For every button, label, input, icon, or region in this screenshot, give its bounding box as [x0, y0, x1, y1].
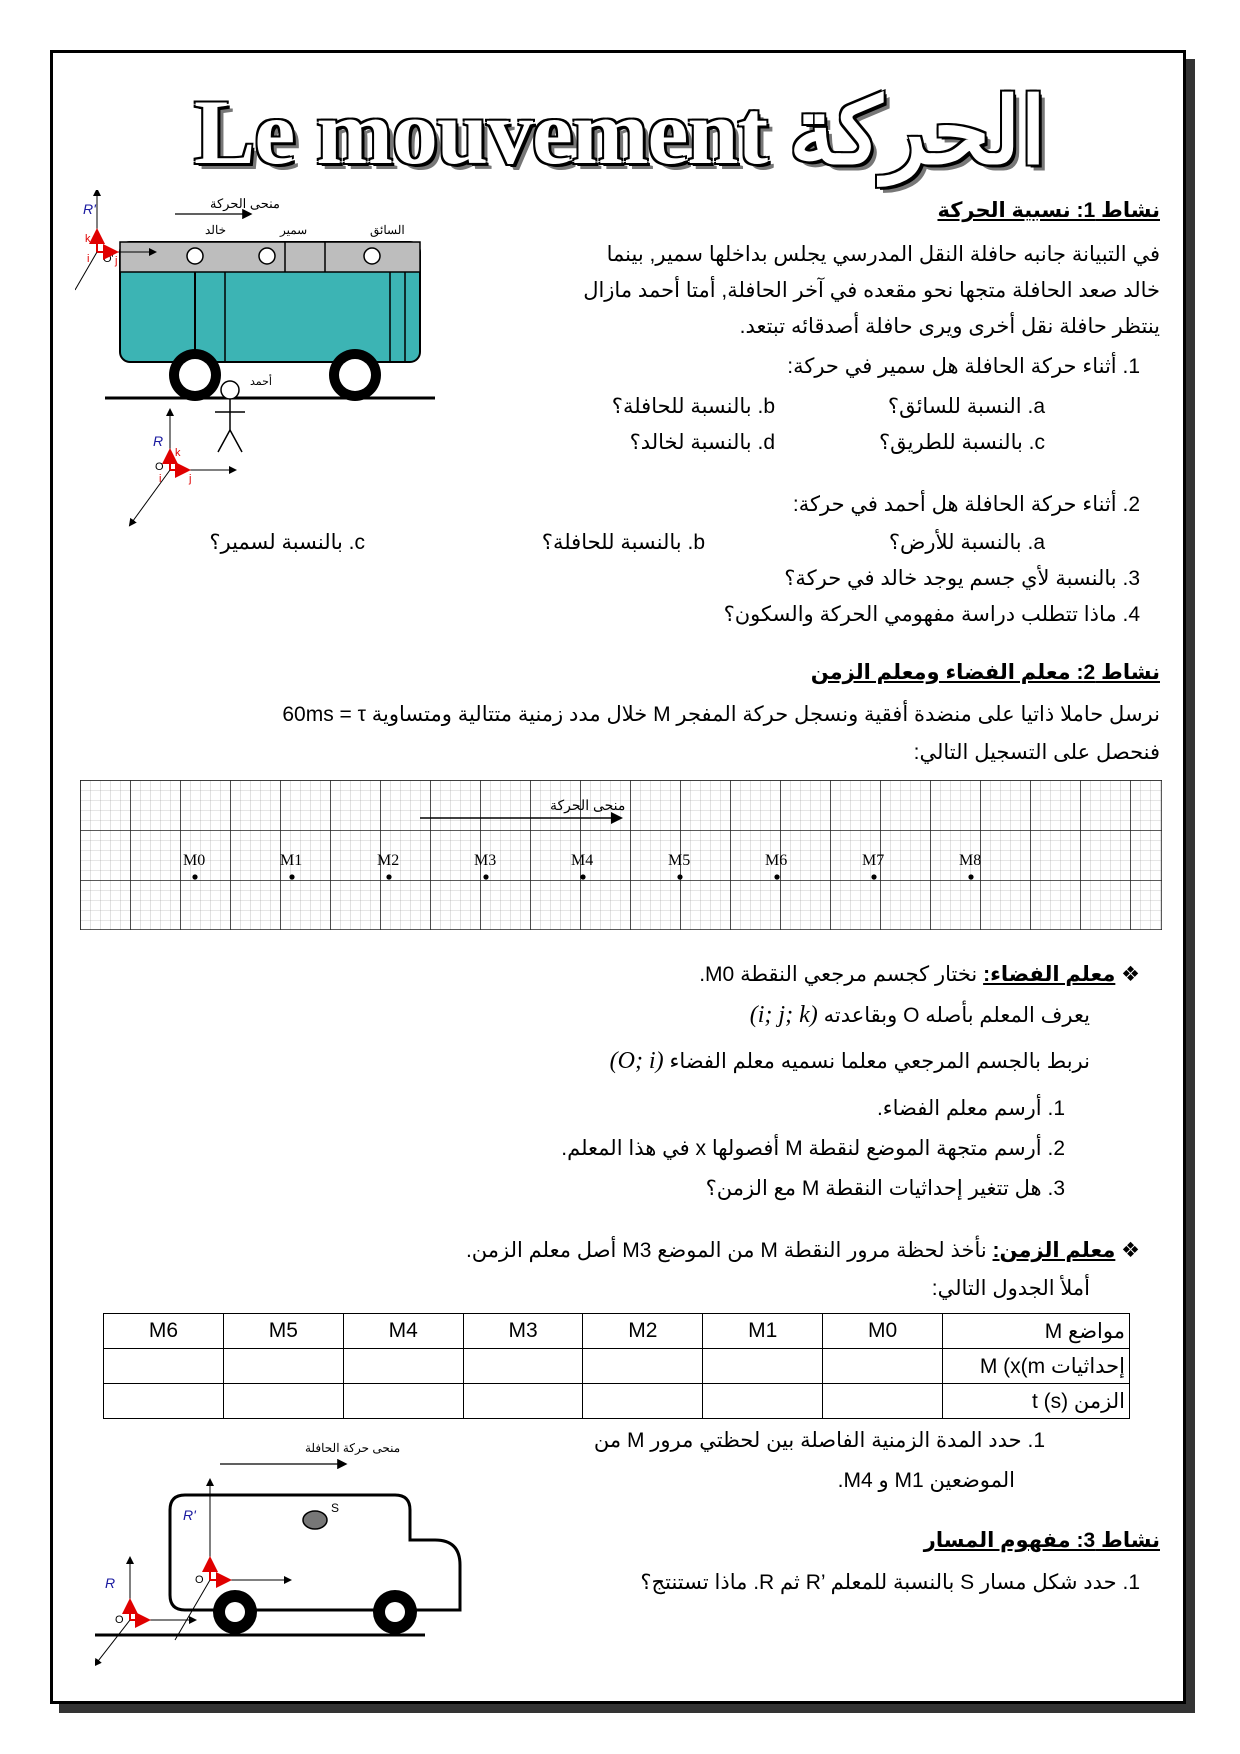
- vec-i-prime: i: [87, 253, 90, 265]
- table-cell: M6: [104, 1314, 224, 1349]
- van-traj-label: منحى حركة الحافلة: [305, 1441, 401, 1455]
- activity1-q2c: c. بالنسبة لسمير؟: [209, 531, 365, 554]
- van-origin-prime: O: [195, 1574, 204, 1586]
- vec-i: i: [159, 473, 162, 485]
- record-point: [289, 874, 294, 879]
- van-figure: [95, 1440, 475, 1670]
- table-cell-empty[interactable]: [223, 1349, 343, 1384]
- activity2-heading: نشاط 2: معلم الفضاء ومعلم الزمن: [810, 661, 1160, 684]
- recording-grid: [80, 780, 1162, 930]
- diamond-bullet-icon: ❖: [1121, 1239, 1140, 1262]
- table-cell: إحداثيات M (x(m: [943, 1349, 1130, 1384]
- ahmed-figure: [215, 381, 245, 452]
- origin-o-prime: O': [103, 253, 114, 265]
- time-fill-instruction: أملأ الجدول التالي:: [931, 1277, 1090, 1300]
- frame-r-prime: R': [83, 201, 96, 217]
- activity1-q1: 1. أثناء حركة الحافلة هل سمير في حركة:: [787, 355, 1140, 378]
- time-frame-label: معلم الزمن:: [992, 1239, 1116, 1262]
- van-frame-r-prime: R': [183, 1507, 196, 1523]
- activity3-q1: 1. حدد شكل مسار S بالنسبة للمعلم ’R ثم R. ماذا تستنتج؟: [640, 1571, 1140, 1594]
- activity1-intro-line3: ينتظر حافلة نقل أخرى ويرى حافلة أصدقائه تبتعد.: [739, 315, 1160, 338]
- time-frame-text: نأخذ لحظة مرور النقطة M من الموضع M3 أصل معلم الزمن.: [465, 1239, 987, 1262]
- vec-k: k: [175, 447, 181, 459]
- record-traj-label: منحى الحركة: [550, 797, 626, 813]
- table-cell-empty[interactable]: [703, 1349, 823, 1384]
- table-cell-empty[interactable]: [343, 1384, 463, 1419]
- table-cell-empty[interactable]: [463, 1349, 583, 1384]
- table-row: [104, 1314, 1130, 1349]
- van-origin: O: [115, 1614, 124, 1626]
- table-cell: M5: [223, 1314, 343, 1349]
- activity2-line1: نرسل حاملا ذاتيا على منضدة أفقية ونسجل حركة المفجر M خلال مدد زمنية متتالية ومتساوية 60ms = τ: [282, 703, 1160, 726]
- table-cell: M4: [343, 1314, 463, 1349]
- record-point: [192, 874, 197, 879]
- table-cell-empty[interactable]: [104, 1384, 224, 1419]
- point-s: [303, 1511, 327, 1529]
- space-frame-text: نختار كجسم مرجعي النقطة M0.: [699, 963, 978, 986]
- vec-j-prime: j: [115, 255, 118, 267]
- frame-r: R: [153, 433, 164, 449]
- record-point: [483, 874, 488, 879]
- time-frame-line: [466, 1236, 1140, 1266]
- activity2-line2: فنحصل على التسجيل التالي:: [913, 741, 1160, 764]
- record-point-label: M5: [668, 852, 691, 869]
- space-frame-label: معلم الفضاء:: [983, 963, 1116, 986]
- activity1-q3: 3. بالنسبة لأي جسم يوجد خالد في حركة؟: [784, 567, 1140, 590]
- label-samir: سمير: [280, 223, 308, 237]
- activity1-heading: نشاط 1: نسبية الحركة: [937, 199, 1160, 222]
- van-frame-r: R: [105, 1575, 116, 1591]
- vec-k-prime: k: [85, 233, 91, 245]
- space-q1: 1. أرسم معلم الفضاء.: [876, 1097, 1065, 1120]
- record-point-label: M0: [183, 852, 206, 869]
- space-frame-origin-text: يعرف المعلم بأصله O وبقاعدته: [823, 1004, 1090, 1027]
- table-cell-empty[interactable]: [583, 1349, 703, 1384]
- table-cell: M0: [823, 1314, 943, 1349]
- table-cell: مواضع M: [943, 1314, 1130, 1349]
- table-cell: M2: [583, 1314, 703, 1349]
- table-cell-empty[interactable]: [343, 1349, 463, 1384]
- record-point: [968, 874, 973, 879]
- activity1-q2a: a. بالنسبة للأرض؟: [888, 531, 1045, 554]
- time-q1-line1: 1. حدد المدة الزمنية الفاصلة بين لحظتي مرور M من: [593, 1429, 1045, 1452]
- label-ahmed: أحمد: [250, 376, 272, 388]
- activity1-q1b: b. بالنسبة للحافلة؟: [611, 395, 775, 418]
- record-point: [677, 874, 682, 879]
- record-point-label: M3: [474, 852, 497, 869]
- table-cell-empty[interactable]: [223, 1384, 343, 1419]
- diamond-bullet-icon: ❖: [1121, 963, 1140, 986]
- space-frame-link-text: نربط بالجسم المرجعي معلما نسميه معلم الفضاء: [669, 1050, 1090, 1073]
- origin-o: O: [155, 461, 164, 473]
- time-table: [103, 1313, 1130, 1419]
- space-q2: 2. أرسم متجهة الموضع لنقطة M أفصولها x في هذا المعلم.: [561, 1137, 1065, 1160]
- activity1-q2: 2. أثناء حركة الحافلة هل أحمد في حركة:: [792, 493, 1140, 516]
- record-point: [774, 874, 779, 879]
- space-frame-line3: [610, 1046, 1090, 1077]
- table-cell: M3: [463, 1314, 583, 1349]
- table-cell-empty[interactable]: [823, 1384, 943, 1419]
- label-khaled: خالد: [205, 223, 227, 237]
- record-point: [871, 874, 876, 879]
- basis-formula: (i; j; k): [749, 1002, 818, 1028]
- record-point-label: M2: [377, 852, 400, 869]
- vec-j: j: [189, 473, 192, 485]
- table-cell: الزمن (t (s: [943, 1384, 1130, 1419]
- time-q1-line2: الموضعين M1 و M4.: [837, 1469, 1015, 1492]
- label-driver: السائق: [370, 223, 405, 237]
- record-point: [580, 874, 585, 879]
- space-q3: 3. هل تتغير إحداثيات النقطة M مع الزمن؟: [705, 1177, 1065, 1200]
- table-row: [104, 1349, 1130, 1384]
- record-point-label: M4: [571, 852, 594, 869]
- table-cell-empty[interactable]: [823, 1349, 943, 1384]
- record-point: [386, 874, 391, 879]
- record-point-label: M8: [959, 852, 982, 869]
- bus-figure: [75, 190, 485, 530]
- page-title: Le mouvement الحركة: [194, 81, 1046, 183]
- record-point-label: M7: [862, 852, 885, 869]
- bus-traj-label: منحى الحركة: [210, 196, 281, 211]
- activity1-q1c: c. بالنسبة للطريق؟: [879, 431, 1045, 454]
- point-s-label: S: [331, 1501, 340, 1515]
- table-cell: M1: [703, 1314, 823, 1349]
- activity1-q2b: b. بالنسبة للحافلة؟: [541, 531, 705, 554]
- record-point-label: M1: [280, 852, 303, 869]
- activity1-q1a: a. النسبة للسائق؟: [887, 395, 1045, 418]
- record-point-label: M6: [765, 852, 788, 869]
- activity1-q4: 4. ماذا تتطلب دراسة مفهومي الحركة والسكون؟: [723, 603, 1140, 626]
- table-cell-empty[interactable]: [583, 1384, 703, 1419]
- table-cell-empty[interactable]: [703, 1384, 823, 1419]
- space-frame-formula: (O; i): [609, 1048, 664, 1074]
- activity3-heading: نشاط 3: مفهوم المسار: [923, 1529, 1160, 1552]
- activity1-intro-line1: في التبيانة جانبه حافلة النقل المدرسي يجلس بداخلها سمير, بينما: [606, 243, 1160, 266]
- table-cell-empty[interactable]: [104, 1349, 224, 1384]
- table-cell-empty[interactable]: [463, 1384, 583, 1419]
- activity1-intro-line2: خالد صعد الحافلة متجها نحو مقعده في آخر الحافلة, أمتا أحمد مازال: [583, 279, 1160, 302]
- space-frame-line2: [750, 1000, 1090, 1031]
- space-frame-line: [699, 960, 1140, 990]
- activity1-q1d: d. بالنسبة لخالد؟: [629, 431, 775, 454]
- table-row: [104, 1384, 1130, 1419]
